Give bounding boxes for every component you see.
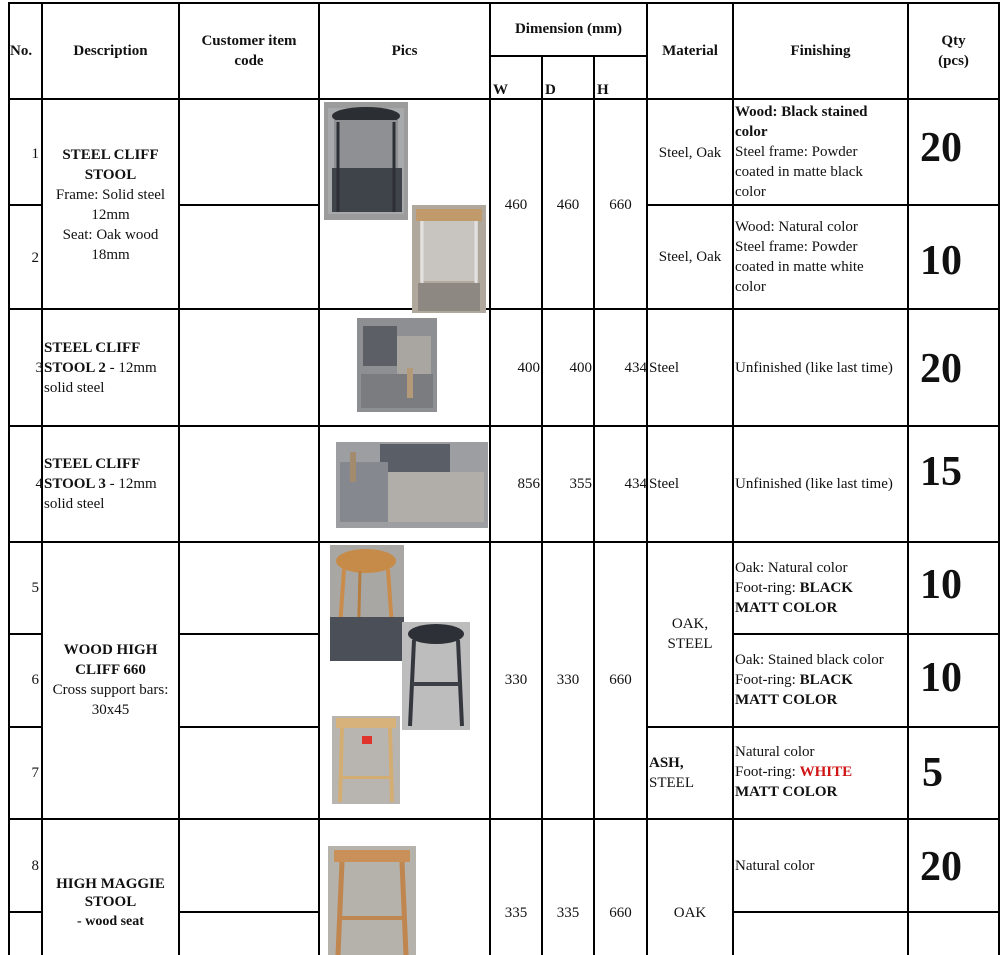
grid-line bbox=[732, 2, 734, 955]
product-spec: - 12mm bbox=[105, 360, 157, 376]
dimension-w: 856 bbox=[517, 476, 540, 492]
grid-line bbox=[8, 2, 1000, 4]
finishing: MATT COLOR bbox=[735, 784, 838, 800]
header-w: W bbox=[493, 82, 508, 98]
finishing: Steel frame: Powder bbox=[735, 144, 858, 160]
dimension-w: 400 bbox=[517, 360, 540, 376]
grid-line bbox=[732, 911, 1000, 913]
material: Steel bbox=[649, 360, 679, 376]
material: OAK, bbox=[671, 616, 709, 632]
quantity: 10 bbox=[920, 655, 962, 701]
finishing-color: BLACK bbox=[799, 580, 853, 596]
grid-line bbox=[8, 633, 43, 635]
product-name-bold: STOOL 2 bbox=[44, 360, 106, 376]
finishing: Natural color bbox=[735, 744, 815, 760]
grid-line bbox=[178, 204, 320, 206]
material: ASH, bbox=[649, 755, 684, 771]
quantity: 20 bbox=[920, 346, 962, 392]
finishing: Wood: Black stained bbox=[735, 104, 868, 120]
header-qty-unit: (pcs) bbox=[938, 53, 969, 69]
header-description: Description bbox=[73, 43, 148, 59]
dimension-h: 434 bbox=[624, 476, 647, 492]
product-name-bold: STOOL 3 bbox=[44, 476, 106, 492]
dimension-w: 335 bbox=[504, 905, 528, 921]
product-photo bbox=[336, 442, 488, 528]
header-no: No. bbox=[10, 43, 33, 59]
header-finishing: Finishing bbox=[790, 43, 851, 59]
header-customer-code-line2: code bbox=[234, 53, 264, 69]
dimension-d: 460 bbox=[556, 197, 580, 213]
product-description: Frame: Solid steel bbox=[55, 187, 166, 203]
product-photo bbox=[412, 205, 486, 313]
dimension-h: 660 bbox=[609, 197, 632, 213]
row-number: 6 bbox=[31, 672, 39, 688]
finishing: coated in matte black bbox=[735, 164, 863, 180]
dimension-d: 330 bbox=[556, 672, 580, 688]
header-material: Material bbox=[662, 43, 718, 59]
finishing bbox=[735, 578, 853, 598]
dimension-d: 335 bbox=[556, 905, 580, 921]
grid-line bbox=[318, 2, 320, 955]
header-dimension: Dimension (mm) bbox=[514, 21, 623, 37]
product-spec: - 12mm bbox=[105, 476, 157, 492]
product-name: CLIFF 660 bbox=[75, 662, 146, 678]
header-pics: Pics bbox=[391, 43, 418, 59]
row-number: 3 bbox=[35, 360, 43, 376]
product-photo bbox=[324, 102, 408, 220]
material: STEEL bbox=[649, 775, 694, 791]
row-number: 5 bbox=[31, 580, 39, 596]
finishing-color-highlight: WHITE bbox=[799, 764, 853, 780]
grid-line bbox=[907, 2, 909, 955]
grid-line bbox=[8, 425, 1000, 427]
product-description: solid steel bbox=[44, 380, 105, 396]
finishing-label: Foot-ring: bbox=[735, 580, 800, 596]
finishing: Wood: Natural color bbox=[735, 219, 858, 235]
material: Steel, Oak bbox=[658, 249, 722, 265]
grid-line bbox=[178, 911, 320, 913]
product-photo bbox=[328, 846, 416, 955]
dimension-h: 660 bbox=[609, 672, 632, 688]
material: OAK bbox=[673, 905, 707, 921]
quantity: 10 bbox=[920, 562, 962, 608]
product-name: STOOL bbox=[84, 894, 137, 910]
row-number: 8 bbox=[31, 858, 39, 874]
grid-line bbox=[732, 633, 1000, 635]
quantity: 20 bbox=[920, 125, 962, 171]
finishing: Oak: Stained black color bbox=[735, 652, 884, 668]
grid-line bbox=[178, 726, 320, 728]
finishing: coated in matte white bbox=[735, 259, 864, 275]
product-name: WOOD HIGH bbox=[63, 642, 158, 658]
product-description: 12mm bbox=[91, 207, 130, 223]
grid-line bbox=[8, 911, 43, 913]
product-photo bbox=[357, 318, 437, 412]
row-number: 1 bbox=[31, 146, 39, 162]
grid-line bbox=[8, 204, 43, 206]
product-name bbox=[44, 358, 157, 378]
product-name: STOOL bbox=[84, 167, 137, 183]
finishing: Unfinished (like last time) bbox=[735, 476, 893, 492]
product-description: solid steel bbox=[44, 496, 105, 512]
finishing bbox=[735, 762, 852, 782]
grid-line bbox=[8, 541, 1000, 543]
product-description: Cross support bars: bbox=[52, 682, 169, 698]
product-description: Seat: Oak wood bbox=[62, 227, 159, 243]
dimension-d: 400 bbox=[569, 360, 592, 376]
finishing: MATT COLOR bbox=[735, 692, 838, 708]
finishing bbox=[735, 670, 853, 690]
grid-line bbox=[178, 633, 320, 635]
product-name: STEEL CLIFF bbox=[44, 340, 141, 356]
quantity: 10 bbox=[920, 238, 962, 284]
quantity: 20 bbox=[920, 844, 962, 890]
finishing: Oak: Natural color bbox=[735, 560, 848, 576]
material: Steel bbox=[649, 476, 679, 492]
quantity: 15 bbox=[920, 449, 962, 495]
product-photo bbox=[330, 545, 404, 661]
header-qty: Qty bbox=[941, 33, 966, 49]
quantity: 5 bbox=[922, 750, 943, 796]
grid-line bbox=[489, 55, 648, 57]
finishing: Natural color bbox=[735, 858, 815, 874]
row-number: 7 bbox=[31, 765, 39, 781]
grid-line bbox=[593, 55, 595, 955]
grid-line bbox=[646, 204, 1000, 206]
finishing: color bbox=[735, 184, 766, 200]
product-description: 18mm bbox=[91, 247, 130, 263]
grid-line bbox=[178, 2, 180, 955]
grid-line bbox=[8, 818, 1000, 820]
material: Steel, Oak bbox=[658, 145, 722, 161]
finishing-color: BLACK bbox=[799, 672, 853, 688]
finishing: Unfinished (like last time) bbox=[735, 360, 893, 376]
product-name: STEEL CLIFF bbox=[62, 147, 159, 163]
product-name bbox=[44, 474, 157, 494]
product-name: HIGH MAGGIE bbox=[56, 876, 165, 892]
product-name: STEEL CLIFF bbox=[44, 456, 141, 472]
finishing-label: Foot-ring: bbox=[735, 672, 800, 688]
dimension-h: 434 bbox=[624, 360, 647, 376]
material: STEEL bbox=[667, 636, 713, 652]
finishing: Steel frame: Powder bbox=[735, 239, 858, 255]
product-photo bbox=[332, 716, 400, 804]
grid-line bbox=[8, 726, 43, 728]
product-photo bbox=[402, 622, 470, 730]
finishing-label: Foot-ring: bbox=[735, 764, 800, 780]
header-d: D bbox=[545, 82, 556, 98]
grid-line bbox=[541, 55, 543, 955]
product-description: - wood seat bbox=[77, 914, 144, 929]
grid-line bbox=[646, 726, 1000, 728]
finishing: MATT COLOR bbox=[735, 600, 838, 616]
dimension-d: 355 bbox=[569, 476, 592, 492]
row-number: 2 bbox=[31, 250, 39, 266]
product-description: 30x45 bbox=[91, 702, 130, 718]
header-h: H bbox=[597, 82, 609, 98]
dimension-h: 660 bbox=[609, 905, 632, 921]
dimension-w: 330 bbox=[504, 672, 528, 688]
header-customer-code-line1: Customer item bbox=[201, 33, 297, 49]
finishing: color bbox=[735, 124, 768, 140]
grid-line bbox=[8, 308, 1000, 310]
row-number: 4 bbox=[35, 476, 43, 492]
dimension-w: 460 bbox=[504, 197, 528, 213]
finishing: color bbox=[735, 279, 766, 295]
